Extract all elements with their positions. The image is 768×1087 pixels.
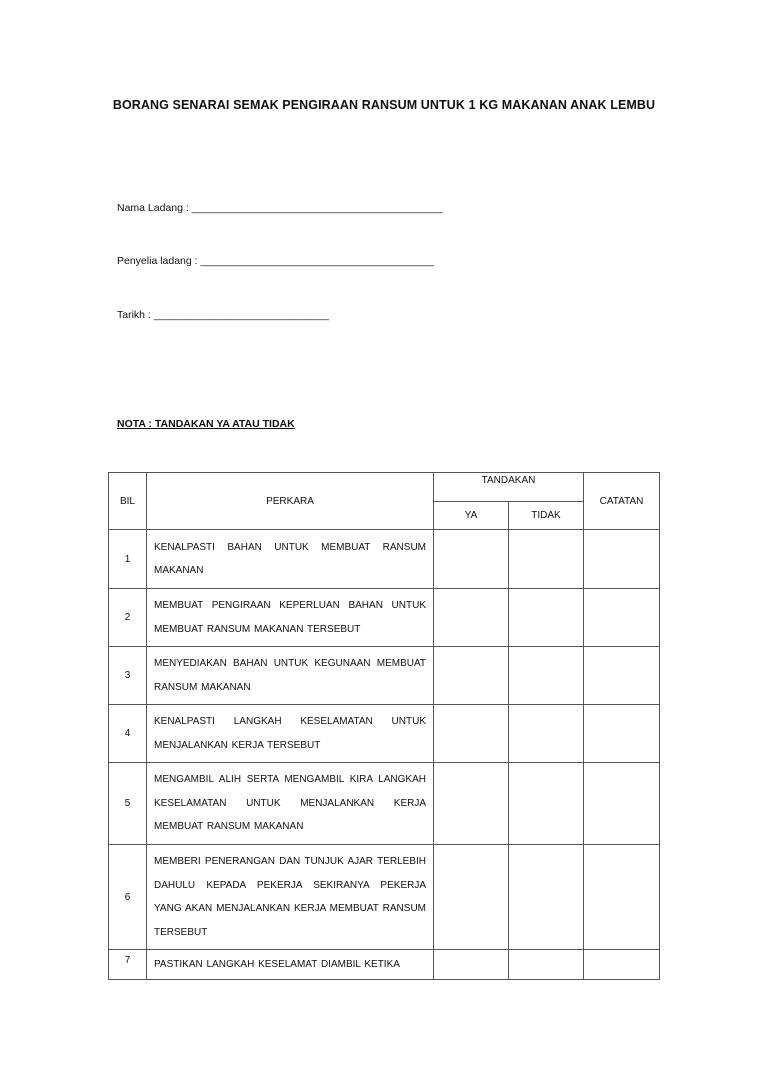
row-perkara: KENALPASTI BAHAN UNTUK MEMBUAT RANSUM MAKANAN <box>147 530 434 589</box>
penyelia-ladang-field: Penyelia ladang : ________________________________________ <box>117 255 435 267</box>
table-row <box>109 647 660 705</box>
row-perkara: MEMBERI PENERANGAN DAN TUNJUK AJAR TERLEBIH DAHULU KEPADA PEKERJA SEKIRANYA PEKERJA YANG AKAN MENJALANKAN KERJA MEMBUAT RANSUM TERSEBUT <box>147 845 434 950</box>
tidak-checkbox-cell[interactable] <box>509 845 584 950</box>
catatan-cell[interactable] <box>584 950 660 980</box>
header-ya: YA <box>434 502 509 530</box>
catatan-cell[interactable] <box>584 530 660 589</box>
catatan-cell[interactable] <box>584 705 660 763</box>
row-perkara: PASTIKAN LANGKAH KESELAMAT DIAMBIL KETIKA <box>147 950 434 980</box>
header-catatan: CATATAN <box>584 473 660 530</box>
tidak-checkbox-cell[interactable] <box>509 763 584 845</box>
tidak-checkbox-cell[interactable] <box>509 647 584 705</box>
document-title: BORANG SENARAI SEMAK PENGIRAAN RANSUM UNTUK 1 KG MAKANAN ANAK LEMBU <box>112 98 656 112</box>
row-bil: 7 <box>109 950 147 980</box>
ya-checkbox-cell[interactable] <box>434 705 509 763</box>
row-bil: 4 <box>109 705 147 763</box>
tarikh-field: Tarikh : ______________________________ <box>117 309 329 321</box>
header-bil: BIL <box>109 473 147 530</box>
tidak-checkbox-cell[interactable] <box>509 950 584 980</box>
checklist-table <box>108 472 660 980</box>
tidak-checkbox-cell[interactable] <box>509 589 584 647</box>
table-row <box>109 530 660 589</box>
tidak-checkbox-cell[interactable] <box>509 705 584 763</box>
ya-checkbox-cell[interactable] <box>434 530 509 589</box>
row-bil: 6 <box>109 845 147 950</box>
row-perkara: MENYEDIAKAN BAHAN UNTUK KEGUNAAN MEMBUAT RANSUM MAKANAN <box>147 647 434 705</box>
tidak-checkbox-cell[interactable] <box>509 530 584 589</box>
row-bil: 1 <box>109 530 147 589</box>
header-perkara: PERKARA <box>147 473 434 530</box>
row-bil: 2 <box>109 589 147 647</box>
catatan-cell[interactable] <box>584 647 660 705</box>
row-perkara: MEMBUAT PENGIRAAN KEPERLUAN BAHAN UNTUK MEMBUAT RANSUM MAKANAN TERSEBUT <box>147 589 434 647</box>
row-bil: 3 <box>109 647 147 705</box>
ya-checkbox-cell[interactable] <box>434 647 509 705</box>
table-row <box>109 705 660 763</box>
table-row <box>109 763 660 845</box>
row-perkara: KENALPASTI LANGKAH KESELAMATAN UNTUK MENJALANKAN KERJA TERSEBUT <box>147 705 434 763</box>
catatan-cell[interactable] <box>584 763 660 845</box>
table-row <box>109 589 660 647</box>
header-tidak: TIDAK <box>509 502 584 530</box>
header-tandakan: TANDAKAN <box>434 473 584 502</box>
catatan-cell[interactable] <box>584 845 660 950</box>
catatan-cell[interactable] <box>584 589 660 647</box>
ya-checkbox-cell[interactable] <box>434 845 509 950</box>
table-row <box>109 950 660 980</box>
nama-ladang-field: Nama Ladang : ___________________________________________ <box>117 202 443 214</box>
table-row <box>109 845 660 950</box>
ya-checkbox-cell[interactable] <box>434 950 509 980</box>
row-bil: 5 <box>109 763 147 845</box>
row-perkara: MENGAMBIL ALIH SERTA MENGAMBIL KIRA LANGKAH KESELAMATAN UNTUK MENJALANKAN KERJA MEMBUAT RANSUM MAKANAN <box>147 763 434 845</box>
nota-instruction: NOTA : TANDAKAN YA ATAU TIDAK <box>117 418 295 430</box>
ya-checkbox-cell[interactable] <box>434 763 509 845</box>
header-row <box>109 473 660 502</box>
ya-checkbox-cell[interactable] <box>434 589 509 647</box>
